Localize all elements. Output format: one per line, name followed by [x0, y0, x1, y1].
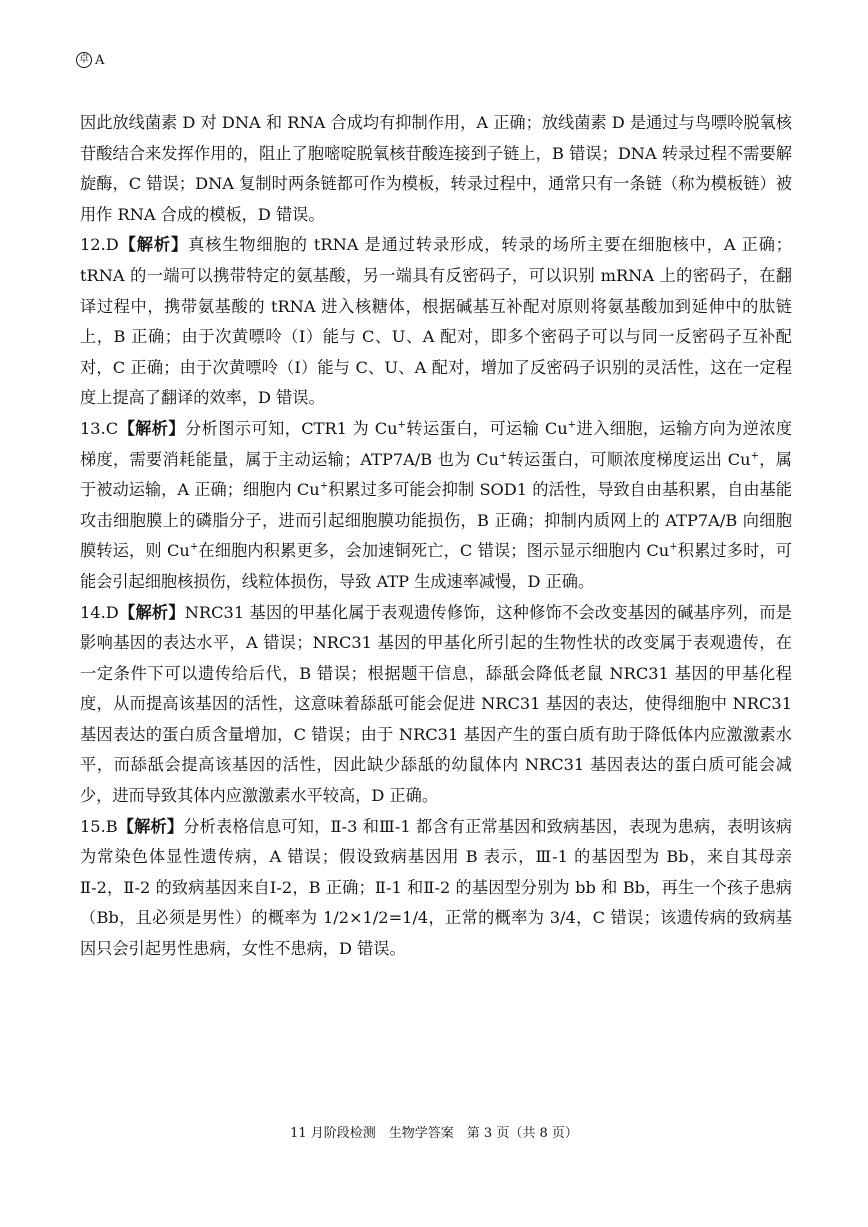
superscript-plus: + [750, 450, 759, 462]
header-badge [76, 52, 104, 68]
answer-body [80, 108, 792, 965]
answer-15 [80, 812, 792, 965]
stamp-icon: 卓 [76, 52, 92, 68]
answer-number: 12.D [80, 235, 119, 255]
answer-text-part: 进入细胞，运输方向为逆浓度梯度，需要消耗能量，属于主动运输；ATP7A/B 也为 Cu [80, 418, 793, 469]
answer-text-part: 转运蛋白，可顺浓度梯度运出 Cu [507, 449, 751, 469]
analysis-tag: 【解析】 [118, 418, 186, 438]
answer-text-part: 在细胞内积累更多，会加速铜死亡，C 错误；图示显示细胞内 Cu [198, 541, 670, 561]
answer-text-part: 转运蛋白，可运输 Cu [405, 418, 568, 438]
answer-12 [80, 230, 792, 414]
superscript-plus: + [498, 450, 508, 462]
answer-text-part: 积累过多可能会抑制 SOD1 的活性，导致自由基积累，自由基能攻击细胞膜上的磷脂分子，进而引起细胞膜功能损伤，B 正确；抑制内质网上的 ATP7A/B 向细胞膜转运，则 Cu [80, 480, 792, 561]
analysis-tag: 【解析】 [117, 816, 184, 836]
answer-text-part: ，属于被动运输，A 正确；细胞内 Cu [80, 449, 792, 500]
answer-number: 14.D [80, 602, 119, 622]
answer-text: 分析表格信息可知，Ⅱ-3 和Ⅲ-1 都含有正常基因和致病基因，表现为患病，表明该病为常染色体显性遗传病，A 错误；假设致病基因用 B 表示，Ⅲ-1 的基因型为 Bb，来自其母亲Ⅱ-2，Ⅱ-2 的致病基因来自Ⅰ-2，B 正确；Ⅱ-1 和Ⅱ-2 的基因型分别为 bb 和 Bb，再生一个孩子患病（Bb，且必须是男性）的概率为 1/2×1/2=1/4，正常的概率为 3/4，C 错误；该遗传病的致病基因只会引起男性患病，女性不患病，D 错误。 [80, 816, 792, 959]
answer-number: 15.B [80, 816, 118, 836]
superscript-plus: + [669, 541, 678, 553]
superscript-plus: + [567, 419, 577, 431]
answer-text-part: 分析图示可知，CTR1 为 Cu [185, 418, 398, 438]
header-letter: A [95, 52, 105, 68]
answer-14 [80, 598, 792, 812]
analysis-tag: 【解析】 [118, 235, 189, 255]
answer-number: 13.C [80, 418, 119, 438]
answer-13 [80, 414, 792, 598]
answer-text-part: 积累过多时，可能会引起细胞核损伤，线粒体损伤，导致 ATP 生成速率减慢，D 正确。 [80, 541, 792, 591]
answer-text: NRC31 基因的甲基化属于表观遗传修饰，这种修饰不会改变基因的碱基序列，而是影响基因的表达水平，A 错误；NRC31 基因的甲基化所引起的生物性状的改变属于表观遗传，在一定条件下可以遗传给后代，B 错误；根据题干信息，舔舐会降低老鼠 NRC31 基因的甲基化程度，从而提高该基因的活性，这意味着舔舐可能会促进 NRC31 基因的表达，使得细胞中 NRC31 基因表达的蛋白质含量增加，C 错误；由于 NRC31 基因产生的蛋白质有助于降低体内应激激素水平，而舔舐会提高该基因的活性，因此缺少舔舐的幼鼠体内 NRC31 基因表达的蛋白质可能会减少，进而导致其体内应激激素水平较高，D 正确。 [80, 602, 792, 806]
superscript-plus: + [397, 419, 406, 431]
intro-paragraph: 因此放线菌素 D 对 DNA 和 RNA 合成均有抑制作用，A 正确；放线菌素 D 是通过与鸟嘌呤脱氧核苷酸结合来发挥作用的，阻止了胞嘧啶脱氧核苷酸连接到子链上，B 错误；DNA 转录过程不需要解旋酶，C 错误；DNA 复制时两条链都可作为模板，转录过程中，通常只有一条链（称为模板链）被用作 RNA 合成的模板，D 错误。 [80, 113, 792, 224]
superscript-plus: + [319, 480, 329, 492]
superscript-plus: + [189, 541, 199, 553]
answer-text: 真核生物细胞的 tRNA 是通过转录形成，转录的场所主要在细胞核中，A 正确；tRNA 的一端可以携带特定的氨基酸，另一端具有反密码子，可以识别 mRNA 上的密码子，在翻译过程中，携带氨基酸的 tRNA 进入核糖体，根据碱基互补配对原则将氨基酸加到延伸中的肽链上，B 正确；由于次黄嘌呤（I）能与 C、U、A 配对，即多个密码子可以与同一反密码子互补配对，C 正确；由于次黄嘌呤（I）能与 C、U、A 配对，增加了反密码子识别的灵活性，这在一定程度上提高了翻译的效率，D 错误。 [80, 235, 792, 408]
page-footer: 11 月阶段检测 生物学答案 第 3 页（共 8 页） [290, 1126, 578, 1141]
analysis-tag: 【解析】 [118, 602, 185, 622]
